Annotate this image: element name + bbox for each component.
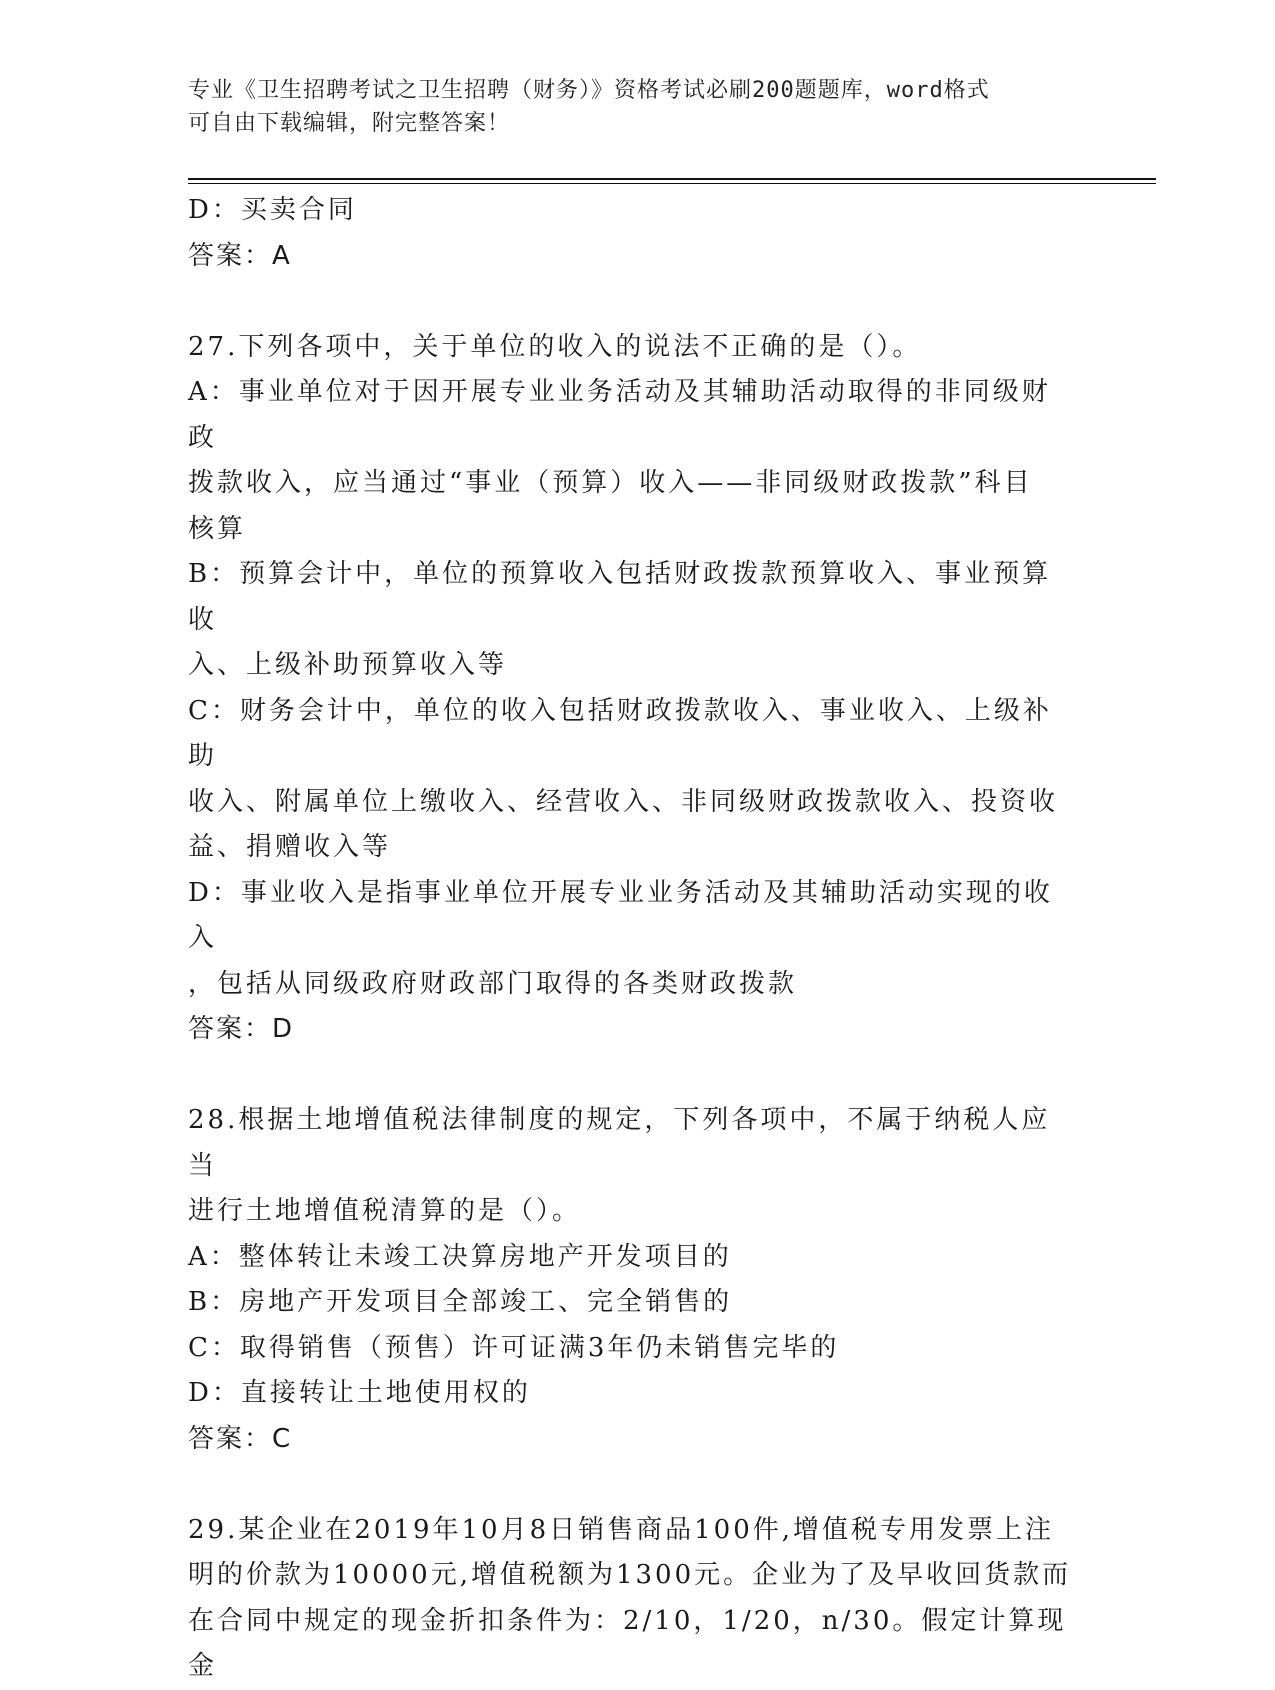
question-stem-cont: 在合同中规定的现金折扣条件为：2/10，1/20，n/30。假定计算现金 <box>188 1605 1067 1681</box>
option-d-cont: ，包括从同级政府财政部门取得的各类财政拨款 <box>188 968 798 999</box>
question-26-tail <box>188 188 1078 279</box>
document-body <box>188 188 1078 1690</box>
option-b-cont: 入、上级补助预算收入等 <box>188 650 508 680</box>
answer-line: 答案：A <box>188 240 292 271</box>
question-stem-cont: 进行土地增值税清算的是（）。 <box>188 1196 582 1226</box>
option-b: B：预算会计中，单位的预算收入包括财政拨款预算收入、事业预算收 <box>188 559 1052 635</box>
question-27 <box>188 325 1078 1053</box>
option-c-cont: 收入、附属单位上缴收入、经营收入、非同级财政拨款收入、投资收 <box>188 786 1059 817</box>
question-28 <box>188 1098 1078 1462</box>
spacer <box>188 1053 1078 1099</box>
option-d: D：事业收入是指事业单位开展专业业务活动及其辅助活动实现的收入 <box>188 877 1053 953</box>
option-d: D：买卖合同 <box>188 195 357 225</box>
question-stem-cont: 明的价款为10000元,增值税额为1300元。企业为了及早收回货款而 <box>188 1560 1072 1590</box>
option-c-cont: 益、捐赠收入等 <box>188 832 392 862</box>
header-divider-thick <box>188 178 1156 180</box>
header-divider-thin <box>188 183 1156 184</box>
question-stem: 27.下列各项中，关于单位的收入的说法不正确的是（）。 <box>188 331 922 362</box>
option-a: A：整体转让未竣工决算房地产开发项目的 <box>188 1241 732 1272</box>
answer-line: 答案：D <box>188 1014 295 1044</box>
question-stem: 28.根据土地增值税法律制度的规定，下列各项中，不属于纳税人应当 <box>188 1105 1051 1181</box>
option-b: B：房地产开发项目全部竣工、完全销售的 <box>188 1287 733 1317</box>
option-a: A：事业单位对于因开展专业业务活动及其辅助活动取得的非同级财政 <box>188 377 1051 453</box>
spacer <box>188 1462 1078 1508</box>
question-stem: 29.某企业在2019年10月8日销售商品100件,增值税专用发票上注 <box>188 1514 1055 1545</box>
option-c: C：取得销售（预售）许可证满3年仍未销售完毕的 <box>188 1332 840 1363</box>
question-29 <box>188 1508 1078 1690</box>
option-a-cont: 核算 <box>188 513 247 544</box>
header-title-line-1: 专业《卫生招聘考试之卫生招聘（财务）》资格考试必刷200题题库，word格式 <box>188 78 990 103</box>
spacer <box>188 279 1078 325</box>
option-a-cont: 拨款收入，应当通过“事业（预算）收入——非同级财政拨款”科目 <box>188 468 1033 498</box>
option-c: C：财务会计中，单位的收入包括财政拨款收入、事业收入、上级补助 <box>188 695 1052 771</box>
header-title-line-2: 可自由下载编辑，附完整答案！ <box>188 111 511 136</box>
answer-line: 答案：C <box>188 1423 293 1454</box>
page-header <box>188 74 1068 140</box>
option-d: D：直接转让土地使用权的 <box>188 1378 531 1408</box>
